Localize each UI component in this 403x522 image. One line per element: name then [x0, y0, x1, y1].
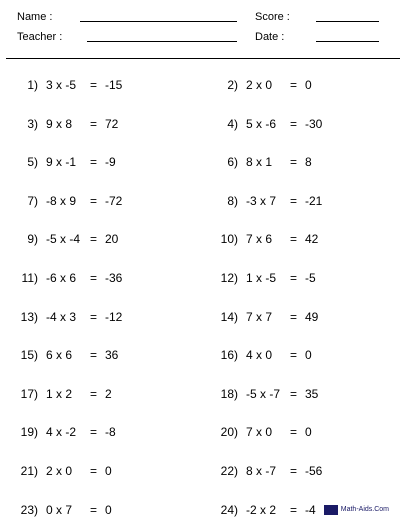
- problem-answer: -15: [105, 78, 123, 92]
- problem-item: [8, 77, 188, 93]
- problem-paren: ): [234, 310, 238, 324]
- problem-number: 9: [27, 232, 34, 246]
- name-field[interactable]: [80, 21, 237, 22]
- problem-number: 11: [21, 271, 34, 285]
- problem-answer: -8: [105, 425, 116, 439]
- problem-answer: 42: [305, 232, 319, 246]
- problem-expression: 6 x 6: [46, 348, 73, 362]
- problem-answer: 0: [305, 425, 312, 439]
- problem-answer: -56: [305, 464, 323, 478]
- problem-expression: 1 x 2: [46, 387, 73, 401]
- problem-expression: 2 x 0: [46, 464, 73, 478]
- equals-sign: =: [90, 232, 98, 246]
- problem-number: 1: [27, 78, 34, 92]
- problem-answer: 2: [105, 387, 112, 401]
- problem-answer: -4: [305, 503, 316, 517]
- problem-paren: ): [34, 310, 38, 324]
- problem-item: [8, 231, 188, 247]
- problem-item: [208, 154, 388, 170]
- equals-sign: =: [90, 464, 98, 478]
- equals-sign: =: [90, 387, 98, 401]
- problem-expression: 5 x -6: [246, 117, 277, 131]
- equals-sign: =: [90, 194, 98, 208]
- problem-answer: 8: [305, 155, 312, 169]
- equals-sign: =: [290, 117, 298, 131]
- problem-number: 10: [220, 232, 234, 246]
- equals-sign: =: [90, 503, 98, 517]
- equals-sign: =: [90, 78, 98, 92]
- problem-number: 4: [227, 117, 234, 131]
- equals-sign: =: [290, 464, 298, 478]
- problem-item: [208, 309, 388, 325]
- problem-number: 20: [220, 425, 234, 439]
- problem-item: [8, 270, 188, 286]
- equals-sign: =: [290, 310, 298, 324]
- problem-number: 15: [20, 348, 34, 362]
- problem-answer: 0: [305, 348, 312, 362]
- problem-paren: ): [34, 387, 38, 401]
- problem-paren: ): [234, 425, 238, 439]
- equals-sign: =: [90, 117, 98, 131]
- problem-number: 8: [227, 194, 234, 208]
- problem-answer: -9: [105, 155, 116, 169]
- equals-sign: =: [290, 271, 298, 285]
- problem-paren: ): [34, 117, 38, 131]
- problem-answer: 0: [105, 464, 112, 478]
- problem-paren: ): [34, 464, 38, 478]
- problem-item: [208, 116, 388, 132]
- problem-expression: 7 x 0: [246, 425, 273, 439]
- equals-sign: =: [290, 155, 298, 169]
- problem-item: [208, 231, 388, 247]
- problem-answer: -21: [305, 194, 323, 208]
- problem-expression: 1 x -5: [246, 271, 277, 285]
- problem-item: [8, 347, 188, 363]
- problem-number: 12: [220, 271, 234, 285]
- problem-paren: ): [34, 155, 38, 169]
- problem-paren: ): [34, 425, 38, 439]
- problem-paren: ): [34, 78, 38, 92]
- problem-paren: ): [234, 194, 238, 208]
- problem-answer: 35: [305, 387, 319, 401]
- problem-item: [208, 193, 388, 209]
- problem-item: [8, 154, 188, 170]
- equals-sign: =: [90, 310, 98, 324]
- problem-answer: -72: [105, 194, 123, 208]
- footer-site-text: Math-Aids.Com: [340, 506, 389, 513]
- problem-expression: 7 x 7: [246, 310, 273, 324]
- problem-item: [208, 463, 388, 479]
- name-label: Name :: [17, 11, 53, 23]
- problem-paren: ): [234, 78, 238, 92]
- problem-expression: -3 x 7: [246, 194, 277, 208]
- equals-sign: =: [290, 232, 298, 246]
- date-field[interactable]: [316, 41, 379, 42]
- problem-paren: ): [34, 271, 38, 285]
- problem-paren: ): [34, 232, 38, 246]
- equals-sign: =: [90, 271, 98, 285]
- problem-paren: ): [34, 348, 38, 362]
- problem-paren: ): [234, 117, 238, 131]
- problem-answer: 72: [105, 117, 119, 131]
- problem-paren: ): [234, 155, 238, 169]
- problem-expression: 0 x 7: [46, 503, 73, 517]
- equals-sign: =: [290, 503, 298, 517]
- problem-answer: 20: [105, 232, 119, 246]
- problem-number: 13: [20, 310, 34, 324]
- problem-item: [8, 309, 188, 325]
- problem-number: 19: [20, 425, 34, 439]
- problem-paren: ): [34, 194, 38, 208]
- problem-number: 16: [220, 348, 234, 362]
- equals-sign: =: [290, 78, 298, 92]
- problem-answer: 49: [305, 310, 319, 324]
- problem-number: 7: [27, 194, 34, 208]
- teacher-label: Teacher :: [17, 31, 63, 43]
- problem-item: [208, 347, 388, 363]
- problem-item: [8, 116, 188, 132]
- problem-expression: -4 x 3: [46, 310, 77, 324]
- problem-paren: ): [234, 348, 238, 362]
- problem-answer: 0: [105, 503, 112, 517]
- problem-item: [208, 424, 388, 440]
- problem-number: 24: [220, 503, 234, 517]
- problem-number: 3: [27, 117, 34, 131]
- problem-paren: ): [234, 271, 238, 285]
- problem-expression: 9 x -1: [46, 155, 77, 169]
- problem-item: [208, 77, 388, 93]
- problem-answer: -30: [305, 117, 323, 131]
- problem-answer: -36: [105, 271, 123, 285]
- logo-icon: [324, 505, 338, 515]
- problem-expression: 4 x -2: [46, 425, 77, 439]
- problem-expression: -6 x 6: [46, 271, 77, 285]
- equals-sign: =: [290, 425, 298, 439]
- problem-item: [8, 386, 188, 402]
- problem-number: 2: [227, 78, 234, 92]
- problem-answer: 0: [305, 78, 312, 92]
- problem-number: 22: [220, 464, 234, 478]
- problem-number: 5: [27, 155, 34, 169]
- problem-expression: -2 x 2: [246, 503, 277, 517]
- problem-expression: 8 x -7: [246, 464, 277, 478]
- problem-expression: -5 x -4: [46, 232, 81, 246]
- problem-number: 17: [20, 387, 34, 401]
- equals-sign: =: [290, 387, 298, 401]
- problem-number: 21: [20, 464, 34, 478]
- problem-item: [208, 386, 388, 402]
- problem-number: 14: [220, 310, 234, 324]
- problem-item: [8, 424, 188, 440]
- problem-paren: ): [234, 503, 238, 517]
- problem-expression: 8 x 1: [246, 155, 273, 169]
- problem-paren: ): [234, 232, 238, 246]
- problem-expression: 7 x 6: [246, 232, 273, 246]
- problem-answer: -5: [305, 271, 316, 285]
- date-label: Date :: [255, 31, 285, 43]
- problem-paren: ): [234, 387, 238, 401]
- problem-expression: 4 x 0: [246, 348, 273, 362]
- problem-number: 23: [20, 503, 34, 517]
- problem-expression: 2 x 0: [246, 78, 273, 92]
- problem-paren: ): [34, 503, 38, 517]
- header-divider: [6, 58, 400, 59]
- equals-sign: =: [290, 194, 298, 208]
- problem-item: [8, 463, 188, 479]
- problem-item: [8, 193, 188, 209]
- problem-expression: 3 x -5: [46, 78, 77, 92]
- problem-answer: -12: [105, 310, 123, 324]
- score-field[interactable]: [316, 21, 379, 22]
- equals-sign: =: [90, 155, 98, 169]
- problem-item: [8, 502, 188, 518]
- equals-sign: =: [90, 425, 98, 439]
- problem-expression: -5 x -7: [246, 387, 281, 401]
- equals-sign: =: [290, 348, 298, 362]
- teacher-field[interactable]: [87, 41, 237, 42]
- problem-number: 18: [220, 387, 234, 401]
- problem-paren: ): [234, 464, 238, 478]
- problem-expression: 9 x 8: [46, 117, 73, 131]
- problem-number: 6: [227, 155, 234, 169]
- problem-answer: 36: [105, 348, 119, 362]
- footer-logo: [324, 504, 389, 516]
- score-label: Score :: [255, 11, 290, 23]
- problem-item: [208, 270, 388, 286]
- equals-sign: =: [90, 348, 98, 362]
- problem-expression: -8 x 9: [46, 194, 77, 208]
